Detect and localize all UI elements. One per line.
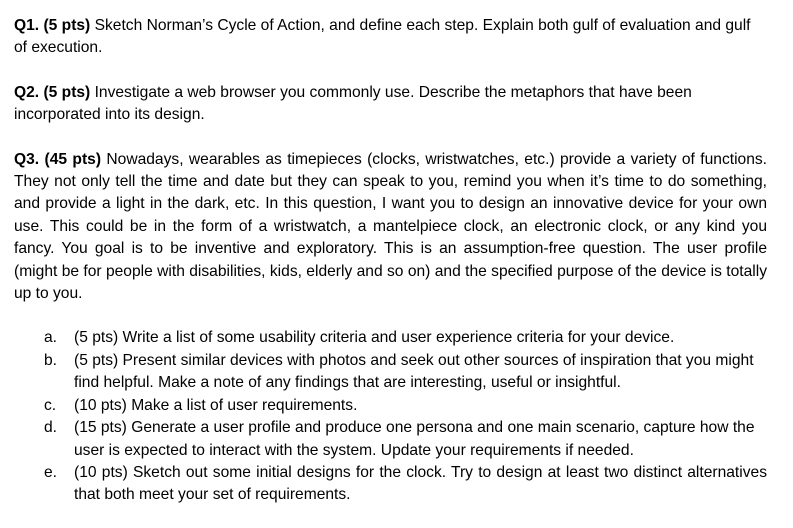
list-item-marker: c.: [44, 396, 57, 414]
question-1: [14, 15, 767, 60]
question-3-label: Q3. (45 pts): [14, 150, 102, 168]
list-item-marker: d.: [44, 419, 58, 437]
question-3-subitems: [14, 327, 767, 506]
list-item-marker: b.: [44, 351, 58, 369]
list-item-marker: e.: [44, 463, 58, 481]
list-item: [44, 462, 767, 507]
question-3: [14, 149, 767, 306]
list-item: [44, 395, 767, 417]
list-item-text: (15 pts) Generate a user profile and produce one persona and one main scenario, capture how the user is expected to interact with the system. Update your requirements if needed.: [74, 419, 755, 459]
list-item: [44, 327, 767, 349]
question-2-text: Investigate a web browser you commonly use. Describe the metaphors that have been incorporated into its design.: [14, 83, 692, 124]
list-item-text: (10 pts) Sketch out some initial designs for the clock. Try to design at least two distinct alternatives that both meet your set of requirements.: [74, 463, 767, 504]
list-item: [44, 350, 767, 395]
question-3-text: Nowadays, wearables as timepieces (clocks, wristwatches, etc.) provide a variety of functions. They not only tell the time and date but they can speak to you, remind you when it’s time to do something, and provide a light in the dark, etc. In this question, I want you to design an innovative device for your own use. This could be in the form of a wristwatch, a mantelpiece clock, an electronic clock, or any kind you fancy. You goal is to be inventive and exploratory. This is an assumption-free question. The user profile (might be for people with disabilities, kids, elderly and so on) and the specified purpose of the device is totally up to you.: [14, 150, 768, 303]
list-item: [44, 417, 767, 462]
question-1-label: Q1. (5 pts): [14, 17, 91, 34]
list-item-text: (10 pts) Make a list of user requirements.: [74, 396, 358, 414]
question-2-label: Q2. (5 pts): [14, 83, 91, 101]
question-2: [14, 82, 767, 127]
question-1-text: Sketch Norman’s Cycle of Action, and define each step. Explain both gulf of evaluation and gulf of execution.: [14, 17, 751, 57]
list-item-text: (5 pts) Write a list of some usability criteria and user experience criteria for your device.: [74, 329, 675, 347]
list-item-marker: a.: [44, 329, 58, 347]
list-item-text: (5 pts) Present similar devices with photos and seek out other sources of inspiration that you might find helpful. Make a note of any findings that are interesting, useful or insightful.: [74, 351, 754, 392]
